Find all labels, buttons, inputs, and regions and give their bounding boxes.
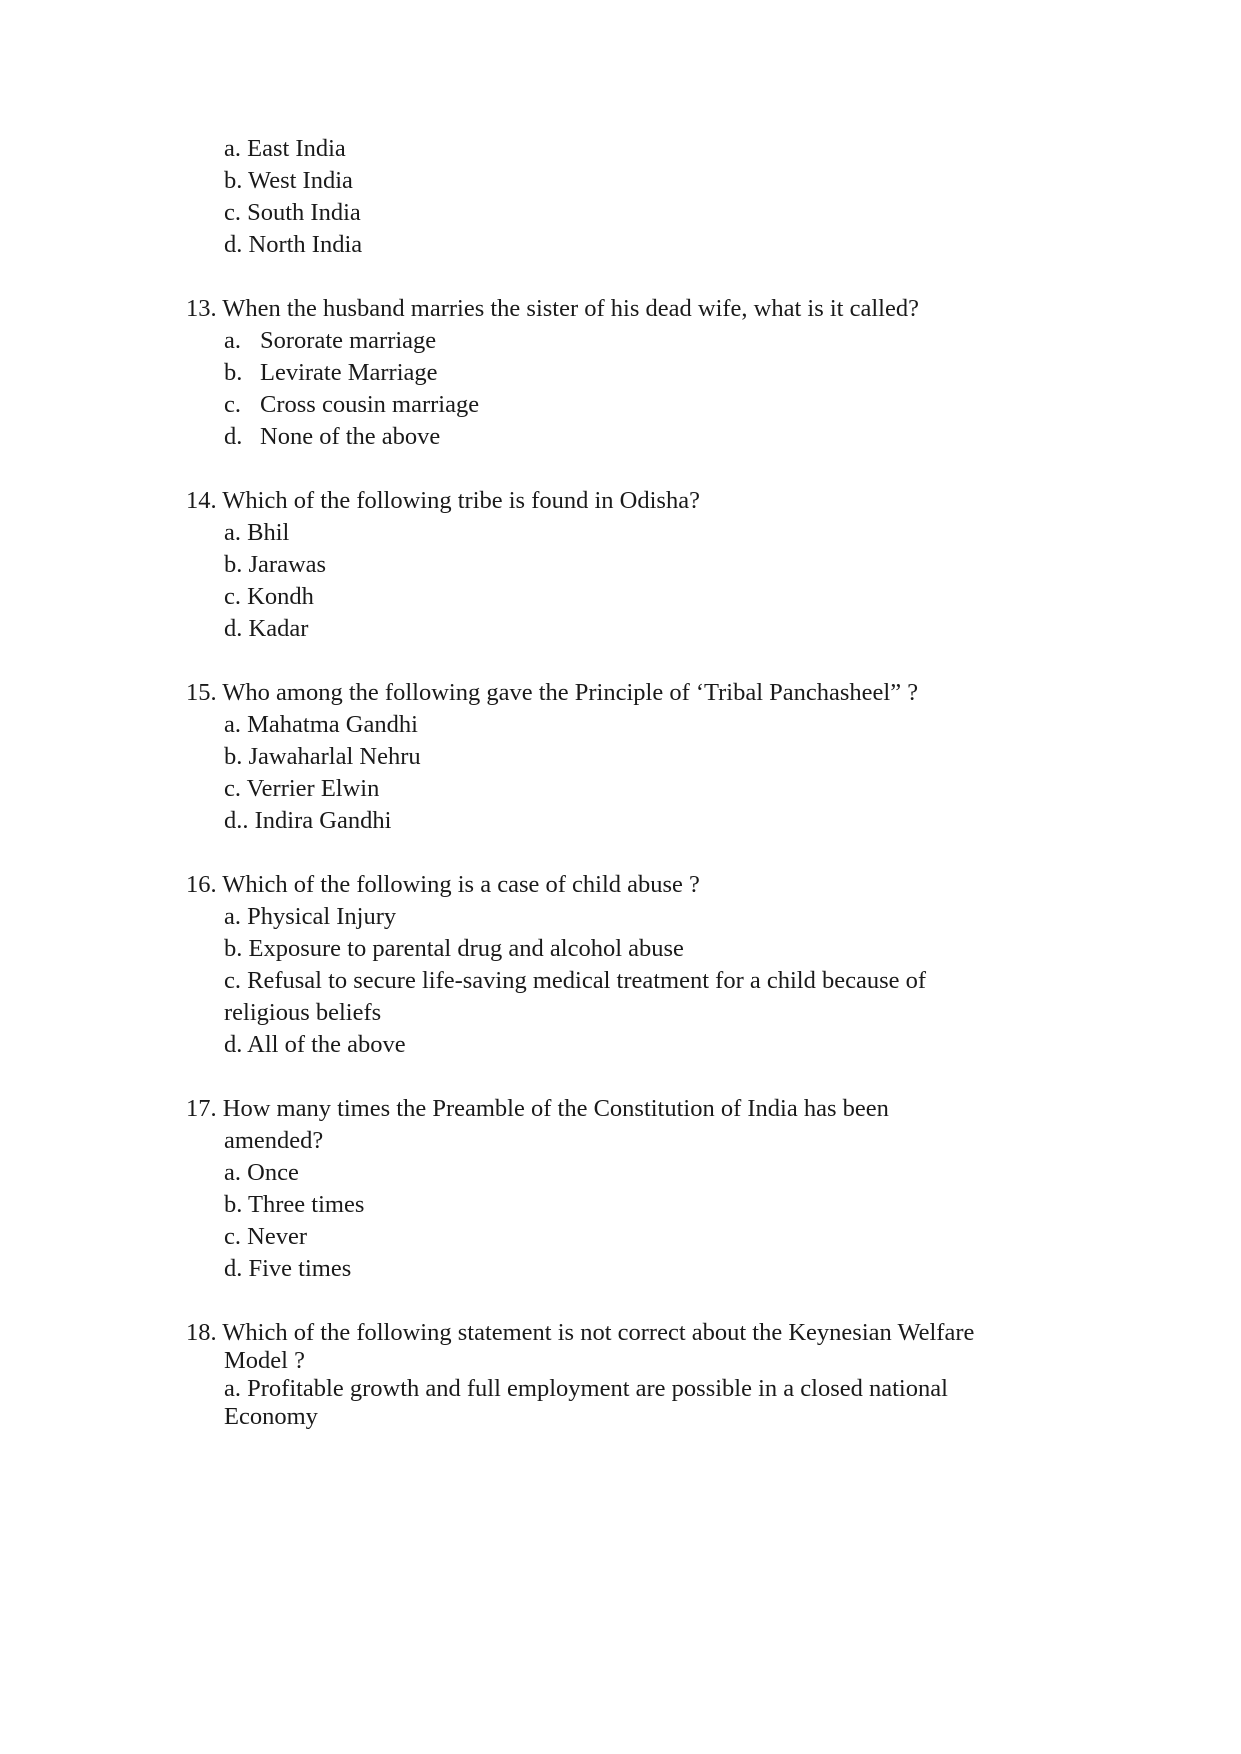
option-label: b. <box>224 359 243 386</box>
option-label: c. <box>224 391 241 418</box>
option-12d: d. North India <box>224 231 363 258</box>
question-16-text: 16. Which of the following is a case of child abuse ? <box>186 871 700 898</box>
question-13-text: 13. When the husband marries the sister of his dead wife, what is it called? <box>186 295 919 322</box>
option-14c: c. Kondh <box>224 583 314 610</box>
option-13c <box>224 390 479 420</box>
option-17d: d. Five times <box>224 1255 352 1282</box>
option-15b: b. Jawaharlal Nehru <box>224 743 421 770</box>
question-18-text-continued: Model ? <box>224 1347 305 1374</box>
option-14d: d. Kadar <box>224 615 309 642</box>
option-15d: d.. Indira Gandhi <box>224 807 392 834</box>
question-17-text-continued: amended? <box>224 1127 324 1154</box>
option-label: d. <box>224 423 243 450</box>
option-text: None of the above <box>260 423 441 450</box>
option-16c-continued: religious beliefs <box>224 999 382 1026</box>
option-13a <box>224 326 436 356</box>
option-16a: a. Physical Injury <box>224 903 397 930</box>
option-15a: a. Mahatma Gandhi <box>224 711 418 738</box>
option-text: Sororate marriage <box>260 327 437 354</box>
option-17a: a. Once <box>224 1159 299 1186</box>
option-text: Cross cousin marriage <box>260 391 480 418</box>
option-12a: a. East India <box>224 135 346 162</box>
question-18-text: 18. Which of the following statement is not correct about the Keynesian Welfare <box>186 1319 975 1346</box>
option-17b: b. Three times <box>224 1191 365 1218</box>
option-13d <box>224 422 440 452</box>
option-18a-continued: Economy <box>224 1403 318 1430</box>
option-15c: c. Verrier Elwin <box>224 775 380 802</box>
question-15-text: 15. Who among the following gave the Principle of ‘Tribal Panchasheel” ? <box>186 679 919 706</box>
option-12b: b. West India <box>224 167 353 194</box>
option-18a: a. Profitable growth and full employment are possible in a closed national <box>224 1375 948 1402</box>
option-14b: b. Jarawas <box>224 551 327 578</box>
option-label: a. <box>224 327 241 354</box>
option-16b: b. Exposure to parental drug and alcohol abuse <box>224 935 684 962</box>
option-17c: c. Never <box>224 1223 307 1250</box>
option-16d: d. All of the above <box>224 1031 406 1058</box>
option-13b <box>224 358 438 388</box>
option-14a: a. Bhil <box>224 519 290 546</box>
option-text: Levirate Marriage <box>260 359 438 386</box>
option-12c: c. South India <box>224 199 361 226</box>
question-17-text: 17. How many times the Preamble of the Constitution of India has been <box>186 1095 889 1122</box>
question-14-text: 14. Which of the following tribe is found in Odisha? <box>186 487 700 514</box>
option-16c: c. Refusal to secure life-saving medical treatment for a child because of <box>224 967 927 994</box>
